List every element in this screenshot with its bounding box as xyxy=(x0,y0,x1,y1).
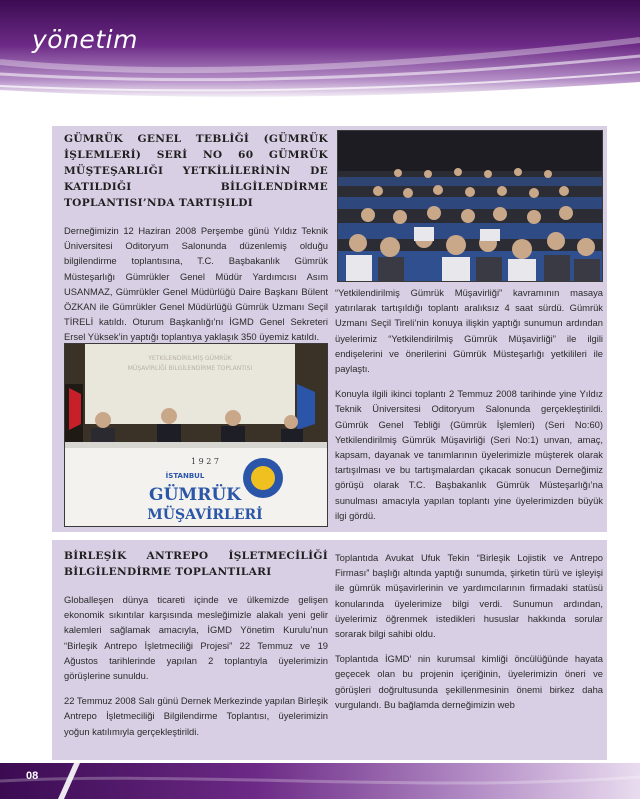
article1-title: GÜMRÜK GENEL TEBLİĞİ (GÜMRÜK İŞLEMLERİ) SERİ NO 60 GÜMRÜK MÜŞTEŞARLIĞI YETKİLİLERİNİN DE KATILDIĞI BİLGİLENDİRME TOPLANTISI’NDA TARTIŞILDI xyxy=(64,133,328,209)
article1-paragraph: Derneğimizin 12 Haziran 2008 Perşembe günü Yıldız Teknik Üniversitesi Oditoryum Salonunda düzenlemiş olduğu bilgilendirme toplantısına, T.C. Başbakanlık Gümrük Müsteşarlığı Gümrükler Genel Müdür Yardımcısı Asım USANMAZ, Gümrükler Genel Müdürlüğü Daire Başkanı Bülent ÖZKAN ile Gümrükler Genel Müdürlüğü Gümrük Uzmanı Seçil TİRELİ katıldı. Oturum Başkanlığı’nı İGMD Genel Sekreteri Ersel Yüksek’in yaptığı toplantıya yaklaşık 350 üyemiz katıldı. xyxy=(64,225,328,343)
article1-paragraph: Konuyla ilgili ikinci toplantı 2 Temmuz 2008 tarihinde yine Yıldız Teknik Üniversitesi Oditoryum Salonunda gerçekleştirildi. Gümrük Genel Tebliği (Gümrük İşlemleri) (Seri No:60) Yetkilendirilmiş Gümrük Müşavirliği (Seri No:1) unvan, amaç, kapsam, dayanak ve tanımlarının üyelerimizle müşterek olarak tartışılması ve bu tartışmalardan çıkacak sonucun Derneğimiz görüşü olarak T.C. Başbakanlık Gümrük Müsteşarlığı’na sunulması amacıyla yapılan toplantı yine üyelerimizden büyük ilgi gördü. xyxy=(335,388,603,521)
screen-text: YETKİLENDİRİLMİŞ GÜMRÜK xyxy=(148,355,232,362)
article1-left-column xyxy=(64,131,328,355)
panel-photo xyxy=(64,343,328,527)
banner-line2: MÜŞAVİRLERİ xyxy=(147,507,263,523)
article2-paragraph: Toplantıda İGMD’ nin kurumsal kimliği öncülüğünde hayata geçecek olan bu projenin içeriğinin, üyelerimizin öneri ve görüşleri doğrultusunda şekillenmesinin önemi birkez daha vurgulandı. Bu bağlamda derneğimizin web xyxy=(335,653,603,710)
banner-line1: GÜMRÜK xyxy=(149,485,241,505)
audience-photo-graphic xyxy=(338,131,602,281)
article2-paragraph: Globalleşen dünya ticareti içinde ve ülkemizde gelişen ekonomik sıkıntılar karşısında mesleğimizle alakalı yeni gelir kalemleri sağlamak amacıyla, İGMD Yönetim Kurulu’nun “Birleşik Antrepo İşletmeciliği Projesi” 22 Temmuz ve 19 Ağustos tarihlerinde yapılan 2 toplantıyla üyelerimizin görüşlerine sunuldu. xyxy=(64,594,328,682)
banner-year: 1 9 2 7 xyxy=(191,457,219,466)
footer-stripe-decoration xyxy=(0,763,640,799)
article1-paragraph: “Yetkilendirilmiş Gümrük Müşavirliği” kavramının masaya yatırılarak tartışıldığı toplantı aralıksız 4 saat sürdü. Gümrük Uzmanı Seçil Tireli’nin konuya ilişkin yaptığı sunumun ardından üyelerimiz “Yetkilendirilmiş Gümrük Müşavirliği” ile ilgili endişelerini ve önerilerini Gümrük Müsteşarlığı yetkilileri ile paylaştı. xyxy=(335,287,603,375)
screen-text: MÜŞAVİRLİĞİ BİLGİLENDİRME TOPLANTISI xyxy=(127,365,253,372)
banner-city: İSTANBUL xyxy=(165,472,205,480)
section-title: yönetim xyxy=(32,25,138,54)
article2-paragraph: 22 Temmuz 2008 Salı günü Dernek Merkezinde yapılan Birleşik Antrepo İşletmeciliği Bilgilendirme Toplantısı, üyelerimizin yoğun katılımıyla gerçekleştirildi. xyxy=(64,695,328,737)
page-footer xyxy=(0,763,640,799)
article2-left-column xyxy=(64,548,328,749)
audience-photo xyxy=(337,130,603,282)
article1-right-column xyxy=(335,285,603,533)
page-number: 08 xyxy=(26,770,39,782)
panel-photo-graphic xyxy=(65,344,327,526)
article2-title: BİRLEŞİK ANTREPO İŞLETMECİLİĞİ BİLGİLENDİRME TOPLANTILARI xyxy=(64,550,328,578)
article2-right-column xyxy=(335,550,603,722)
flag-blue xyxy=(297,384,315,430)
article2-paragraph: Toplantıda Avukat Ufuk Tekin “Birleşik Lojistik ve Antrepo Firması” başlığı altında yaptığı sunumda, şirketin türü ve işleyişi ile gümrük müşavirlerinin ve yardımcılarının firmadaki statüsü konularında üyelerimize bilgi verdi. Sunumun ardından, üyelerimiz öğrenmek istedikleri hususlar hakkında sorular sorarak bilgi sahibi oldu. xyxy=(335,552,603,640)
page-header xyxy=(0,0,640,100)
flag-turkey xyxy=(69,388,81,430)
